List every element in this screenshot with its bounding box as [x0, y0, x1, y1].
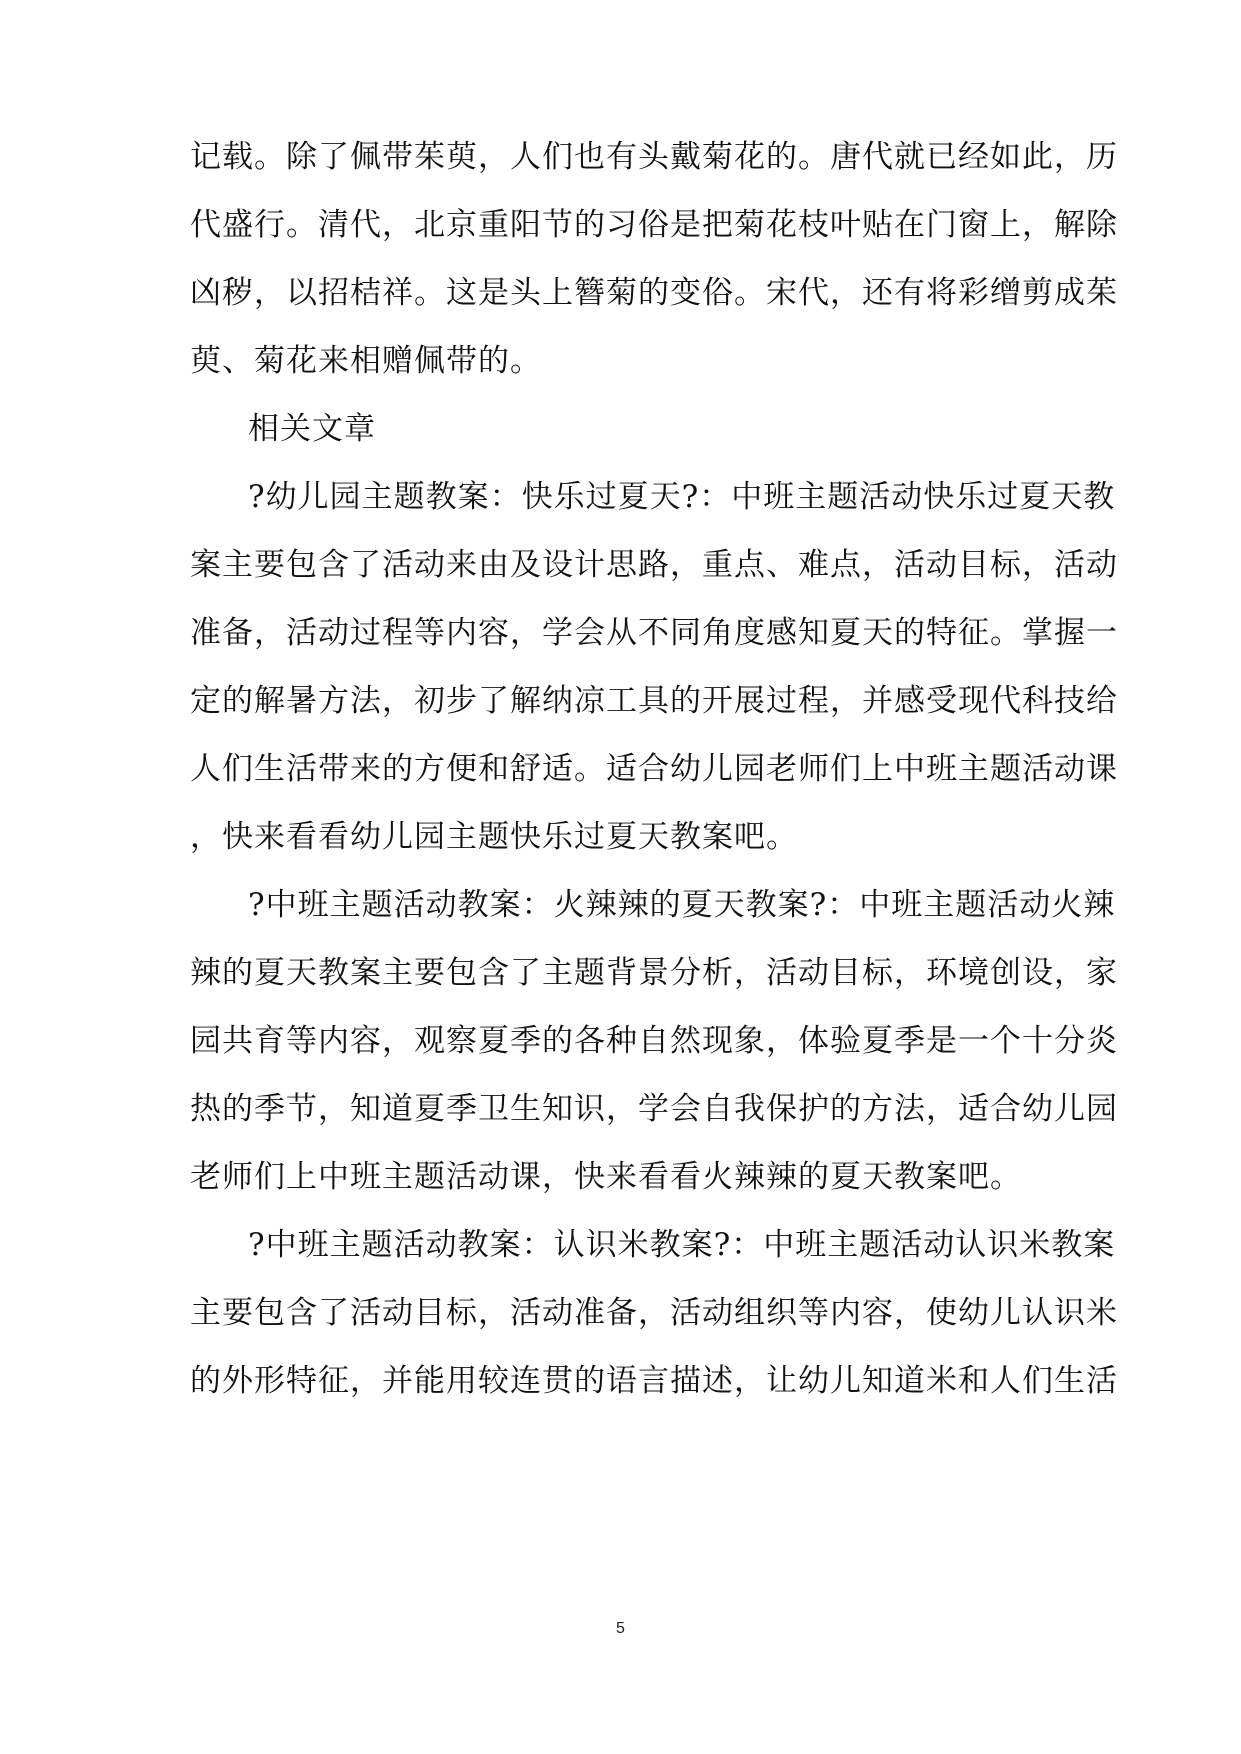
text-line: 园共育等内容，观察夏季的各种自然现象，体验夏季是一个十分炎: [190, 1023, 1118, 1059]
text-line: 案主要包含了活动来由及设计思路，重点、难点，活动目标，活动: [190, 547, 1118, 583]
heading-related-articles: 相关文章: [248, 411, 376, 447]
text-line: 辣的夏天教案主要包含了主题背景分析，活动目标，环境创设，家: [190, 955, 1118, 991]
text-line: 代盛行。清代，北京重阳节的习俗是把菊花枝叶贴在门窗上，解除: [190, 207, 1118, 243]
text-line: ?幼儿园主题教案：快乐过夏天?：中班主题活动快乐过夏天教: [248, 479, 1116, 515]
text-line: 记载。除了佩带茱萸，人们也有头戴菊花的。唐代就已经如此，历: [190, 139, 1118, 175]
text-line: ?中班主题活动教案：火辣辣的夏天教案?：中班主题活动火辣: [248, 887, 1116, 923]
text-line: 定的解暑方法，初步了解纳凉工具的开展过程，并感受现代科技给: [190, 683, 1118, 719]
text-line: 主要包含了活动目标，活动准备，活动组织等内容，使幼儿认识米: [190, 1295, 1118, 1331]
text-line: 准备，活动过程等内容，学会从不同角度感知夏天的特征。掌握一: [190, 615, 1118, 651]
text-line: 老师们上中班主题活动课，快来看看火辣辣的夏天教案吧。: [190, 1159, 1022, 1195]
text-line: 凶秽，以招桔祥。这是头上簪菊的变俗。宋代，还有将彩缯剪成茱: [190, 275, 1118, 311]
text-line: 热的季节，知道夏季卫生知识，学会自我保护的方法，适合幼儿园: [190, 1091, 1118, 1127]
text-line: 人们生活带来的方便和舒适。适合幼儿园老师们上中班主题活动课: [190, 751, 1118, 787]
text-line: 的外形特征，并能用较连贯的语言描述，让幼儿知道米和人们生活: [190, 1363, 1118, 1399]
page-number: 5: [616, 1620, 625, 1637]
text-line: 萸、菊花来相赠佩带的。: [190, 343, 542, 379]
text-line: ，快来看看幼儿园主题快乐过夏天教案吧。: [190, 819, 798, 855]
text-line: ?中班主题活动教案：认识米教案?：中班主题活动认识米教案: [248, 1227, 1116, 1263]
